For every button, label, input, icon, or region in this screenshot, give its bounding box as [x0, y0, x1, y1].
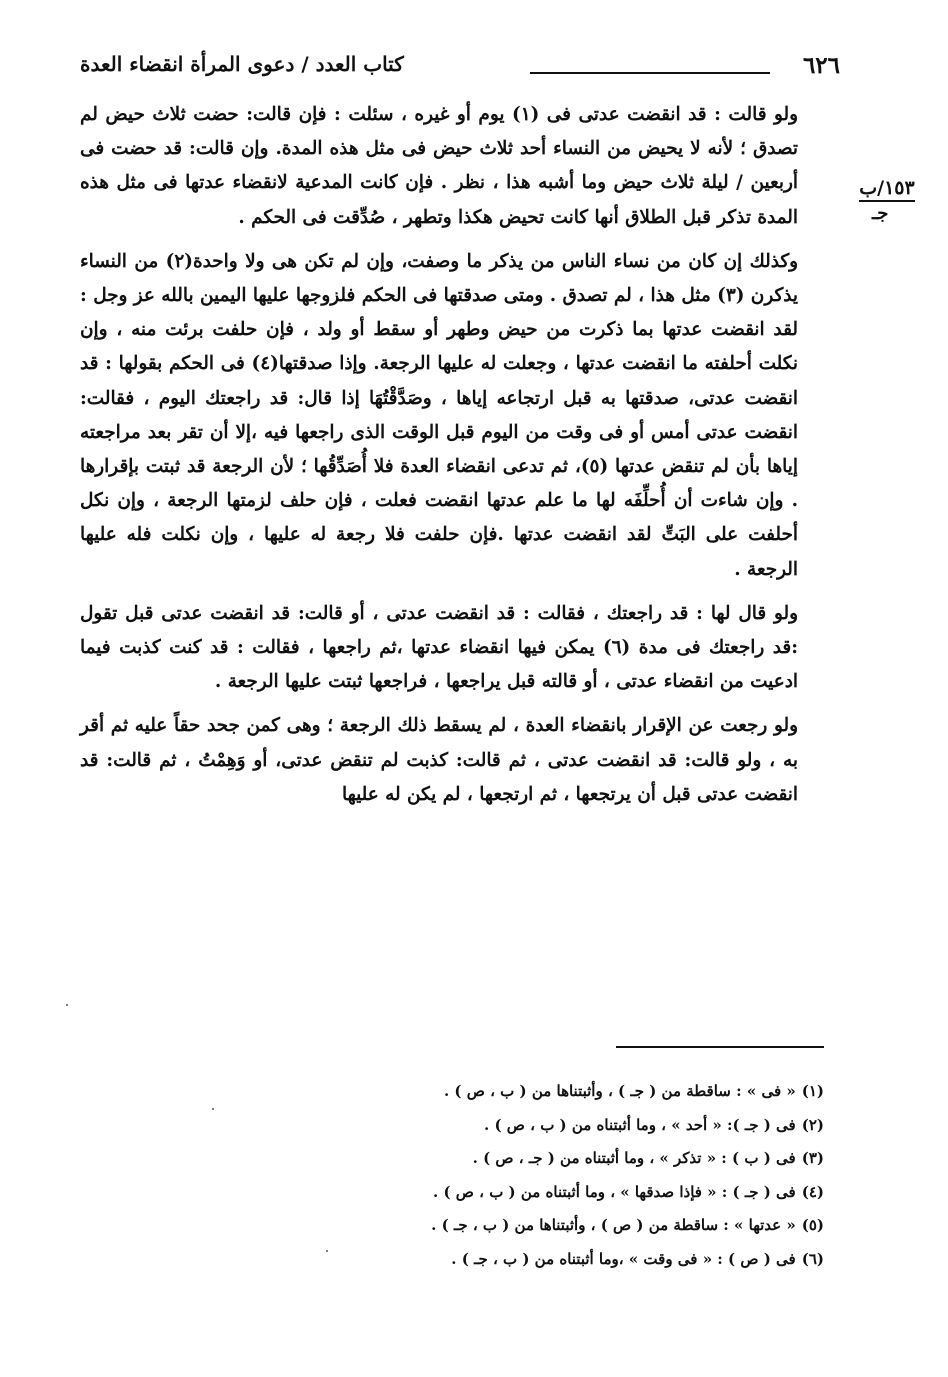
footnote-4 — [330, 1176, 824, 1210]
footnote-text: فى ( جـ ): « أحد » ، وما أثبتناه من ( ب ، ص ) . — [484, 1115, 796, 1134]
footnote-number: (٤) — [801, 1182, 824, 1201]
footnote-separator — [616, 1046, 824, 1048]
margin-folio-number: ١٥٣/ب — [859, 177, 915, 199]
paragraph-2: وكذلك إن كان من نساء الناس من يذكر ما وصفت، وإن لم تكن هى ولا واحدة(٢) من النساء يذكرن (٣) مثل هذا ، لم تصدق . ومتى صدقتها فى الحكم فلزوجها عليها اليمين بالله عز وجل : لقد انقضت عدتها بما ذكرت من حيض وطهر أو سقط أو ولد ، فإن حلفت برئت منه ، وإن نكلت أحلفته ما انقضت عدتها ، وجعلت له عليها الرجعة. وإذا صدقتها(٤) فى الحكم بقولها : قد انقضت عدتى، صدقتها به قبل ارتجاعه إياها ، وصَدَّقْتُهَا إذا قال: قد راجعتك اليوم ، فقالت: انقضت عدتى أمس أو فى وقت من اليوم قبل الوقت الذى راجعها فيه ،إلا أن تقر بعد مراجعته إياها بأن لم تنقض عدتها (٥)، ثم تدعى انقضاء العدة فلا أُصَدِّقُها ؛ لأن الرجعة قد ثبتت بإقرارها . وإن شاءت أن أُحلِّفَه لها ما علم عدتها انقضت فعلت ، فإن حلف لزمتها الرجعة ، وإن نكل أحلفت على البَتِّ لقد انقضت عدتها .فإن حلفت فلا رجعة له عليها ، وإن نكلت فله عليها الرجعة . — [80, 250, 799, 580]
footnote-number: (٦) — [801, 1249, 824, 1268]
footnote-6 — [330, 1243, 824, 1277]
header-rule — [530, 72, 770, 74]
footnote-text: « فى » : ساقطة من ( جـ ) ، وأثبتناها من ( ب ، ص ) . — [443, 1082, 796, 1100]
footnote-number: (٣) — [801, 1149, 824, 1167]
footnote-text: فى ( ص ) : « فى وقت » ،وما أثبتناه من ( ب ، جـ ) . — [451, 1249, 796, 1268]
footnote-text: فى ( جـ ) : « فإذا صدقها » ، وما أثبتناه من ( ب ، ص ) . — [433, 1182, 796, 1201]
running-title: كتاب العدد / دعوى المرأة انقضاء العدة — [80, 52, 404, 76]
margin-folio-note — [856, 176, 918, 226]
scan-speck — [212, 1108, 214, 1110]
scan-speck — [66, 1004, 68, 1006]
footnote-2 — [330, 1109, 824, 1143]
footnote-3 — [330, 1142, 824, 1176]
paragraph-1: ولو قالت : قد انقضت عدتى فى (١) يوم أو غيره ، سئلت : فإن قالت: حضت ثلاث حيض لم تصدق ؛ لأنه لا يحيض من النساء أحد ثلاث حيض فى مثل هذه المدة. وإن قالت: قد حضت فى أربعين / ليلة ثلاث حيض وما أشبه هذا ، نظر . فإن كانت المدعية لانقضاء عدتها فى مثل هذه المدة تذكر قبل الطلاق أنها كانت تحيض هكذا وتطهر ، صُدِّقت فى الحكم . — [80, 104, 799, 228]
footnote-number: (٥) — [801, 1216, 824, 1234]
footnote-text: « عدتها » : ساقطة من ( ص ) ، وأثبتناها من ( ب ، جـ ) . — [431, 1216, 796, 1234]
footnote-text: فى ( ب ) : « تذكر » ، وما أثبتناه من ( جـ ، ص ) . — [472, 1149, 796, 1167]
page-number: ٦٢٦ — [802, 52, 840, 79]
main-text — [80, 98, 842, 812]
page-header — [80, 52, 840, 92]
scan-speck — [326, 1250, 328, 1252]
footnote-5 — [330, 1209, 824, 1243]
footnote-1 — [330, 1075, 824, 1109]
footnote-number: (٢) — [801, 1115, 824, 1134]
footnotes — [330, 1075, 824, 1276]
margin-manuscript-siglum: جـ — [872, 203, 889, 224]
paragraph-4: ولو رجعت عن الإقرار بانقضاء العدة ، لم يسقط ذلك الرجعة ؛ وهى كمن جحد حقاً عليه ثم أقر به ، ولو قالت: قد انقضت عدتى ، ثم قالت: كذبت لم تنقض عدتى، أو وَهِمْتُ ، ثم قالت: قد انقضت عدتى قبل أن يرتجعها ، ثم ارتجعها ، لم يكن له عليها — [80, 715, 798, 805]
paragraph-3: ولو قال لها : قد راجعتك ، فقالت : قد انقضت عدتى ، أو قالت: قد انقضت عدتى قبل تقول :قد راجعتك فى مدة (٦) يمكن فيها انقضاء عدتها ،ثم راجعها ، فقالت : قد كنت كذبت فيما ادعيت من انقضاء عدتى ، أو قالته قبل يراجعها ، فراجعها ثبتت عليها الرجعة . — [80, 602, 798, 693]
footnote-number: (١) — [801, 1082, 824, 1100]
